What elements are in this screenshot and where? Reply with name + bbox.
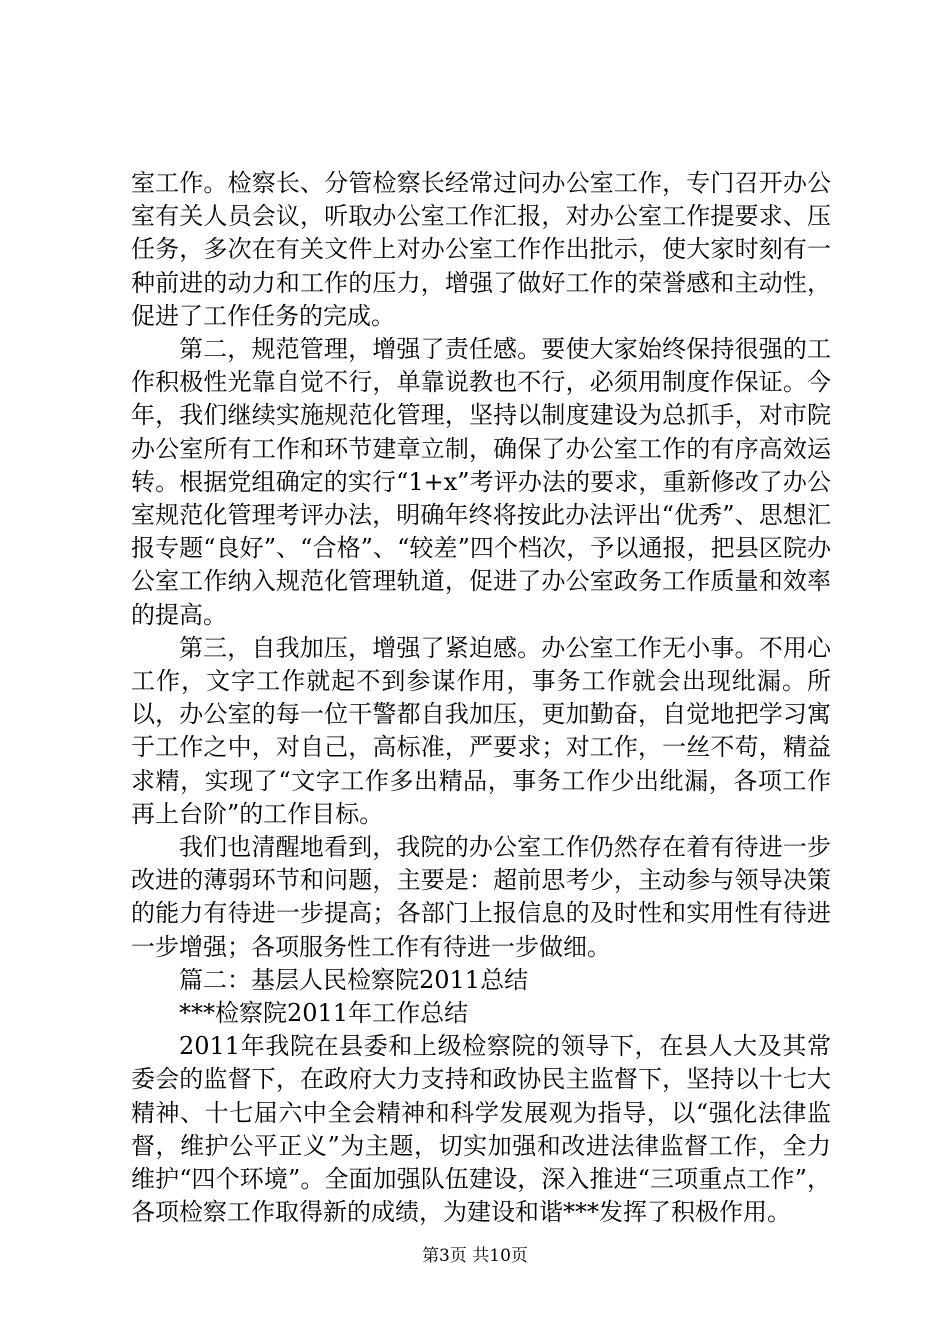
paragraph-continuation: 室工作。检察长、分管检察长经常过问办公室工作，专门召开办公室有关人员会议，听取办公室工作汇报，对办公室工作提要求、压任务，多次在有关文件上对办公室工作作出批示，使大家时刻有一种前进的动力和工作的压力，增强了做好工作的荣誉感和主动性，促进了工作任务的完成。 (131, 169, 831, 330)
page-number-footer: 第3页 共10页 (422, 1246, 528, 1266)
paragraph-third-point: 第三，自我加压，增强了紧迫感。办公室工作无小事。不用心工作，文字工作就起不到参谋作用，事务工作就会出现纰漏。所以，办公室的每一位干警都自我加压，更加勤奋，自觉地把学习寓于工作之中，对自己，高标准，严要求；对工作，一丝不苟，精益求精，实现了“文字工作多出精品，事务工作少出纰漏，各项工作再上台阶”的工作目标。 (131, 633, 831, 828)
document-body (131, 167, 831, 1230)
paragraph-shortcomings: 我们也清醒地看到，我院的办公室工作仍然存在着有待进一步改进的薄弱环节和问题，主要是：超前思考少，主动参与领导决策的能力有待进一步提高；各部门上报信息的及时性和实用性有待进一步增强；各项服务性工作有待进一步做细。 (131, 833, 831, 961)
paragraph-summary-intro: 2011年我院在县委和上级检察院的领导下，在县人大及其常委会的监督下，在政府大力支持和政协民主监督下，坚持以十七大精神、十七届六中全会精神和科学发展观为指导，以“强化法律监督，维护公平正义”为主题，切实加强和改进法律监督工作，全力维护“四个环境”。全面加强队伍建设，深入推进“三项重点工作”，各项检察工作取得新的成绩，为建设和谐***发挥了积极作用。 (131, 1032, 831, 1227)
report-title: ***检察院2011年工作总结 (179, 999, 469, 1028)
section-heading: 篇二：基层人民检察院2011总结 (179, 965, 529, 994)
paragraph-second-point: 第二，规范管理，增强了责任感。要使大家始终保持很强的工作积极性光靠自觉不行，单靠说教也不行，必须用制度作保证。今年，我们继续实施规范化管理，坚持以制度建设为总抓手，对市院办公室所有工作和环节建章立制，确保了办公室工作的有序高效运转。根据党组确定的实行“1+x”考评办法的要求，重新修改了办公室规范化管理考评办法，明确年终将按此办法评出“优秀”、思想汇报专题“良好”、“合格”、“较差”四个档次，予以通报，把县区院办公室工作纳入规范化管理轨道，促进了办公室政务工作质量和效率的提高。 (131, 335, 831, 629)
